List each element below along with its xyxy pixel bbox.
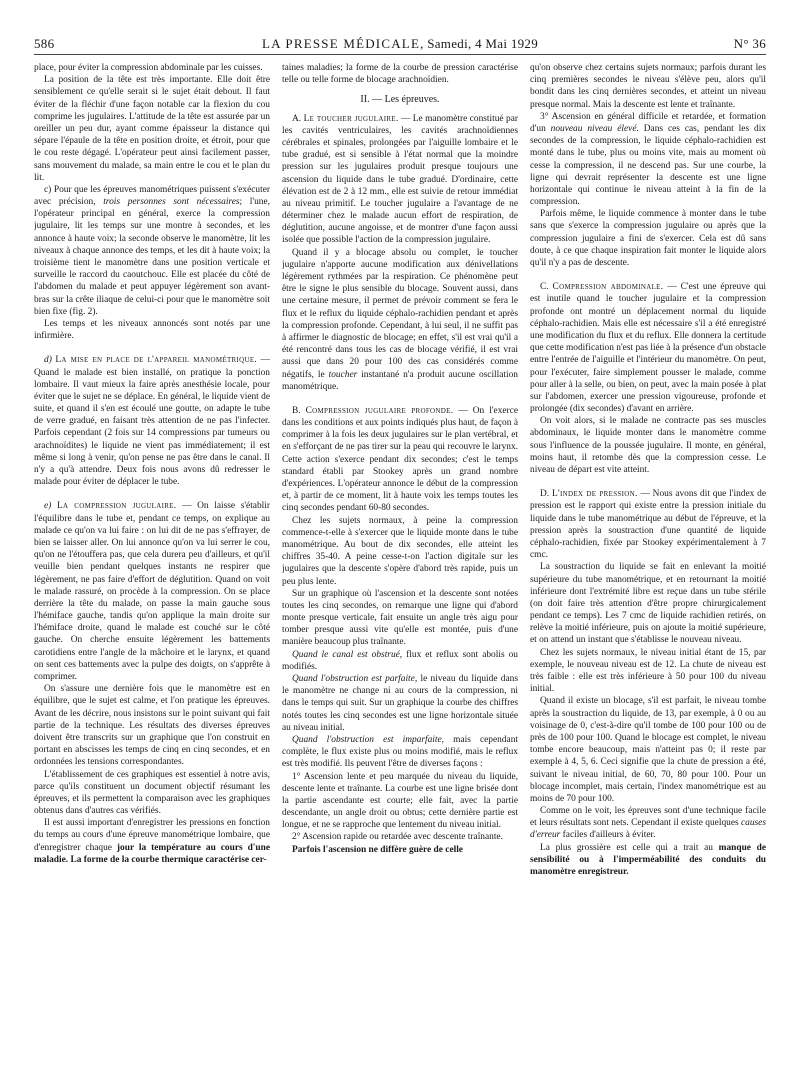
paragraph: Sur un graphique où l'ascension et la descente sont notées toutes les cinq secondes, on remarque une ligne qui d'abord monte presque verticale, fait ensuite un angle très aigu pour tomber presque aussi vite qu'elle est montée, puis d'une manière beaucoup plus traînante. — [282, 588, 518, 648]
text-run: instantané n'a produit aucune oscillation manométrique. — [282, 369, 518, 392]
paragraph: On voit alors, si le malade ne contracte pas ses muscles abdominaux, le liquide monter dans le manomètre comme sous l'influence de la poussée jugulaire. Il monte, en général, moins haut, il retombe dès que la compression cesse. Le niveau de départ est vite atteint. — [530, 416, 766, 475]
paragraph: Chez les sujets normaux, le niveau initial étant de 15, par exemple, le nouveau niveau est de 12. La chute de niveau est très faible : elle est très inférieure à 50 pour 100 du niveau initial. — [530, 647, 766, 695]
paragraph — [282, 649, 518, 673]
section-heading: Compression abdominale. — [552, 282, 664, 293]
section-letter: C. — [540, 282, 553, 293]
paragraph: Chez les sujets normaux, à peine la compression commence-t-elle à s'exercer que le liquide monte dans le tube manométrique. Au bout de dix secondes, elle atteint les chiffres 35-40. A peine cesse-t-on l'action digitale sur les jugulaires que la descente s'opère d'abord très rapide, puis un peu plus lente. — [282, 515, 518, 587]
section-c — [530, 281, 766, 415]
paragraph: Quand il existe un blocage, s'il est parfait, le niveau tombe après la soustraction du liquide, de 13, par exemple, à 0 ou au voisinage de 0, c'est-à-dire qu'il tombe de 100 pour 100 ou de près de 100 pour 100. Quand le blocage est complet, le niveau tombe encore beaucoup, mais n'atteint pas 0; il reste par exemple à 4, 5, 6. Ceci signifie que la chute de pression a été, suivant le niveau initial, de 60, 70, 80 pour 100. Pour un blocage incomplet, mais certain, l'index manométrique est au moins de 70 pour 100. — [530, 696, 766, 804]
paragraph: 1° Ascension lente et peu marquée du niveau du liquide, descente lente et traînante. La courbe est une ligne brisée dont la partie ascendante est courte; elle fait, avec la partie descendante, un angle droit ou obtus; cette dernière partie est longue, et ne se rapproche que lentement du niveau initial. — [282, 771, 518, 831]
text-run: — Quand le malade est bien installé, on pratique la ponction lombaire. Il vaut mieux la faire après anesthésie locale, pour éviter que le sujet ne se déplace. En général, le liquide vient de suite, et quand il s'en est écoulé une goutte, on adapte le tube de verre gradué, en faisant très attention de ne pas l'infecter. Parfois cependant (2 fois sur 14 compressions par tumeurs ou arachnoïdites) le liquide ne vient pas immédiatement; il est même si long à venir, qu'on pense ne pas être dans le canal. Il n'y a qu'à attendre. Deux fois nous avons dû redresser le malade pour éviter de déplacer le tube. — [34, 355, 270, 488]
text-run: 3° Ascension en général difficile et retardée, et formation d'un — [530, 111, 766, 134]
column-middle — [282, 62, 518, 1072]
issue-date: , Samedi, 4 Mai 1929 — [420, 36, 539, 51]
emphasis-run: nouveau niveau élevé. — [550, 123, 639, 134]
emphasis-run: Quand l'obstruction est imparfaite, — [292, 734, 445, 745]
paragraph — [530, 805, 766, 842]
paragraph — [34, 817, 270, 866]
paragraph: Parfois l'ascension ne diffère guère de celle — [292, 844, 463, 855]
emphasis-run: toucher — [328, 369, 358, 380]
section-letter: D. — [540, 489, 552, 500]
section-d — [34, 354, 270, 488]
column-left — [34, 62, 270, 1072]
running-title — [94, 36, 706, 52]
text-run: — On l'exerce dans les conditions et aux points indiqués plus haut, de façon à comprimer à la fois les deux jugulaires sur le plan vertébral, et en s'efforçant de ne pas tirer sur la peau qui recouvre le larynx. Cette action s'exerce pendant dix secondes; c'est le temps standard établi par Stookey après un grand nombre d'expériences. L'opérateur annonce le début de la compression et, à partir de ce moment, lit à haute voix les temps toutes les cinq secondes pendant 60-80 secondes. — [282, 405, 518, 514]
page-header — [34, 32, 766, 55]
journal-name: LA PRESSE MÉDICALE — [261, 36, 421, 51]
text-run: Comme on le voit, les épreuves sont d'une technique facile et leurs résultats sont nets. Cependant il existe quelques — [530, 806, 766, 829]
page-number: 586 — [34, 36, 55, 51]
paragraph — [282, 673, 518, 734]
section-letter: e) — [44, 501, 57, 512]
text-run: flux et reflux sont abolis ou modifiés. — [282, 649, 518, 672]
text-run: La plus grossière est celle qui a trait au — [540, 842, 719, 853]
text-run: c) Pour que les épreuves manométriques puissent s'exécuter avec précision, — [34, 184, 270, 208]
paragraph: qu'on observe chez certains sujets normaux; parfois durant les cinq premières secondes le niveau s'élève peu, alors qu'il bondit dans les cinq dernières secondes, et atteint un niveau presque normal. Mais la descente est lente et traînante. — [530, 63, 766, 110]
section-letter: d) — [44, 355, 56, 366]
section-d-index — [530, 488, 766, 561]
text-run: faciles d'ailleurs à éviter. — [560, 830, 656, 841]
paragraph: 2° Ascension rapide ou retardée avec descente traînante. — [292, 832, 503, 843]
paragraph — [530, 842, 766, 879]
paragraph — [282, 734, 518, 771]
section-letter: A. — [292, 113, 304, 124]
section-e — [34, 500, 270, 683]
column-right — [530, 62, 766, 1072]
bold-run: manque de sensibilité ou à l'imperméabilité des conduits du manomètre enregistreur. — [530, 842, 766, 877]
paragraph: La position de la tête est très importante. Elle doit être sensiblement ce qu'elle serait si le sujet était debout. Il faut éviter de la fléchir d'une façon notable car la flexion du cou comprime les jugulaires. L'attitude de la tête est assurée par un oreiller un peu dur, ayant comme épaisseur la distance qui sépare l'épaule de la tête en position droite, et étroit, pour que le cou reste dégagé. L'opérateur peut ainsi facilement passer, sans mouvement du malade, sa main entre le cou et le plan du lit. — [34, 75, 270, 183]
section-letter: B. — [292, 405, 306, 416]
text-run: le niveau du liquide dans le manomètre ne change ni au cours de la compression, ni dans le temps qui suit. Sur un graphique la courbe des chiffres notés toutes les cinq secondes est une ligne horizontale située au niveau initial. — [282, 674, 518, 733]
paragraph: place, pour éviter la compression abdominale par les cuisses. — [34, 63, 263, 73]
section-a — [282, 113, 518, 247]
paragraph: L'établissement de ces graphiques est essentiel à notre avis, parce qu'ils constituent un document objectif résumant les épreuves, et ils permettent la comparaison avec les graphiques obtenus dans d'autres cas vérifiés. — [34, 769, 270, 817]
text-run: Il est aussi important d'enregistrer les pressions en fonction du temps au cours d'une épreuve manométrique lombaire, que d'enregistrer chaque — [34, 818, 270, 853]
section-heading: Compression jugulaire profonde. — [305, 405, 454, 416]
text-run: ; l'une, l'opérateur principal en général, exerce la compression jugulaire, lit les temps sur une montre à secondes, et les annonce à haute voix; la seconde observe le manomètre, lit les niveaux à chaque annonce des temps, et les dit à haute voix; la troisième tient le manomètre dans une position verticale et surveille le raccord du caoutchouc. Elle est placée du côté de l'abdomen du malade et peut appuyer légèrement son avant-bras sur la crête iliaque de celui-ci pour que le manomètre soit bien fixe (fig. 2). — [34, 197, 270, 317]
paragraph — [282, 247, 518, 393]
text-run: mais cependant complète, le flux existe plus ou moins modifié, mais le reflux est très modifié. Ils peuvent l'être de diverses façons : — [282, 734, 518, 770]
text-run: — Nous avons dit que l'index de pression est le rapport qui existe entre la pression initiale du liquide dans le tube manométrique au début de l'épreuve, et la pression après la soustraction d'une quantité de liquide céphalo-rachidien, fixée par Stookey expérimentalement à 7 cmc. — [530, 489, 766, 561]
section-subtitle: II. — Les épreuves. — [360, 94, 440, 106]
text-run: Dans ces cas, pendant les dix secondes de la compression, le liquide céphalo-rachidien est monté dans le tube, plus ou moins vite, mais au moment où cesse la compression, il ne descend pas. Sur une courbe, la ligne qui devrait représenter la descente est une ligne horizontale qui continue le niveau atteint à la fin de la compression. — [530, 123, 766, 208]
emphasis-run: Quand le canal est obstrué, — [292, 649, 403, 660]
issue-number: N° 36 — [733, 36, 766, 51]
section-b — [282, 405, 518, 515]
section-heading: La compression jugulaire. — [56, 501, 177, 512]
text-run: Quand il y a blocage absolu ou complet, le toucher jugulaire n'apporte aucune modification aux dénivellations légèrement rythmées par la respiration. Ce phénomène peut être le signe le plus sensible du blocage. Souvent aussi, dans une certaine mesure, il permet de prévoir comment se fera le flux et le reflux du liquide céphalo-rachidien pendant et après la compression profonde. Cependant, à lui seul, il ne suffit pas à affirmer le diagnostic de blocage; en effet, s'il est vrai qu'il a été rencontré dans tous les cas de blocage vérifié, il est vrai aussi que dans 20 pour 100 des cas considérés comme négatifs, le — [282, 247, 518, 380]
emphasis-run: causes d'erreur — [530, 818, 766, 841]
text-columns — [34, 62, 768, 1072]
section-heading: Le toucher jugulaire. — [303, 113, 399, 124]
paragraph: La soustraction du liquide se fait en enlevant la moitié supérieure du tube manométrique, et en retournant la moitié inférieure dont l'extrémité libre est reçue dans un tube stérile (on doit faire très attention d'être propre chirurgicalement pendant ce temps). Les 7 cmc de liquide rachidien retirés, on relève la moitié inférieure, puis on ajoute la moitié supérieure, et on attend un instant que s'établisse le nouveau niveau. — [530, 562, 766, 646]
paragraph: taines maladies; la forme de la courbe de pression caractérise telle ou telle forme de blocage arachnoïdien. — [282, 63, 518, 86]
text-run: — Le manomètre constitué par les cavités ventriculaires, les cavités arachnoïdiennes cérébrales et spinales, prolongées par l'aiguille lombaire et le tube gradué, est si sensible à l'état normal que la moindre pression sur les jugulaires produit presque toujours une ascension du liquide dans le tube gradué. D'ordinaire, cette élévation est de 2 à 12 mm., elle est suivie de retour immédiat au niveau primitif. Le toucher jugulaire a l'avantage de ne déterminer chez le malade aucun effort de respiration, de déglutition, aucune angoisse, et de montrer d'une façon aussi isolée que possible l'action de la compression jugulaire. — [282, 113, 518, 246]
paragraph: On s'assure une dernière fois que le manomètre est en équilibre, que le sujet est calme, et l'on pratique les épreuves. Avant de les décrire, nous insistons sur le point suivant qui fait partie de la technique. Les résultats des diverses épreuves doivent être transcrits sur un graphique que l'on construit en portant en abscisses les temps de cinq en cinq secondes, et en ordonnées les tensions correspondantes. — [34, 684, 270, 768]
emphasis-run: trois personnes sont nécessaires — [103, 197, 240, 208]
emphasis-run: Quand l'obstruction est parfaite, — [292, 674, 418, 684]
paragraph — [530, 111, 766, 209]
paragraph: Les temps et les niveaux annoncés sont notés par une infirmière. — [34, 318, 270, 342]
bold-run: jour la température au cours d'une maladie. La forme de la courbe thermique caractérise cer- — [34, 842, 270, 865]
text-run: — On laisse s'établir l'équilibre dans le tube et, pendant ce temps, on explique au malade ce qu'on va lui faire : on lui dit de ne pas s'effrayer, de bien se laisser aller. On lui annonce qu'on va lui serrer le cou, qu'on ne l'étouffera pas, que cela durera peu d'ailleurs, et qu'il veuille bien pendant quelques instants ne respirer que légèrement, ne pas faire d'effort de déglutition. Quand on voit le malade rassuré, on procède à la compression. On se place derrière la tête du malade, on passe la main gauche sous l'hémiface gauche, tandis qu'on applique la main droite sur l'hémiface droite, quand le malade est couché sur le côté gauche. On cherche ensuite légèrement les battements carotidiens entre l'angle de la mâchoire et le larynx, et quand on sent ces battements avec la pulpe des doigts, on s'apprête à comprimer. — [34, 501, 270, 682]
paragraph: Parfois même, le liquide commence à monter dans le tube sans que s'exerce la compression jugulaire ou après que la compression jugulaire a fini de s'exercer. Cela est dû sans doute, à ce que chaque inspiration fait monter le liquide alors qu'il n'y a pas de descente. — [530, 209, 766, 268]
text-run: — C'est une épreuve qui est inutile quand le toucher jugulaire et la compression profonde ont montré un déplacement normal du liquide céphalo-rachidien. Mais elle est nécessaire s'il a été enregistré une modification du flux et du reflux. Elle donnera la certitude que cette modification n'est pas liée à la présence d'un obstacle entre l'entrée de l'aiguille et l'intérieur du manomètre. On peut, pour l'exécuter, faire simplement pousser le malade, comme pour aller à la selle, ou bien, on peut, avec la main posée à plat sur l'abdomen, exercer une pression vigoureuse, profonde et prolongée (dix secondes) d'avant en arrière. — [530, 282, 766, 415]
section-heading: La mise en place de l'appareil manométrique. — [55, 355, 258, 366]
paragraph — [34, 184, 270, 318]
section-heading: L'index de pression. — [551, 489, 638, 500]
